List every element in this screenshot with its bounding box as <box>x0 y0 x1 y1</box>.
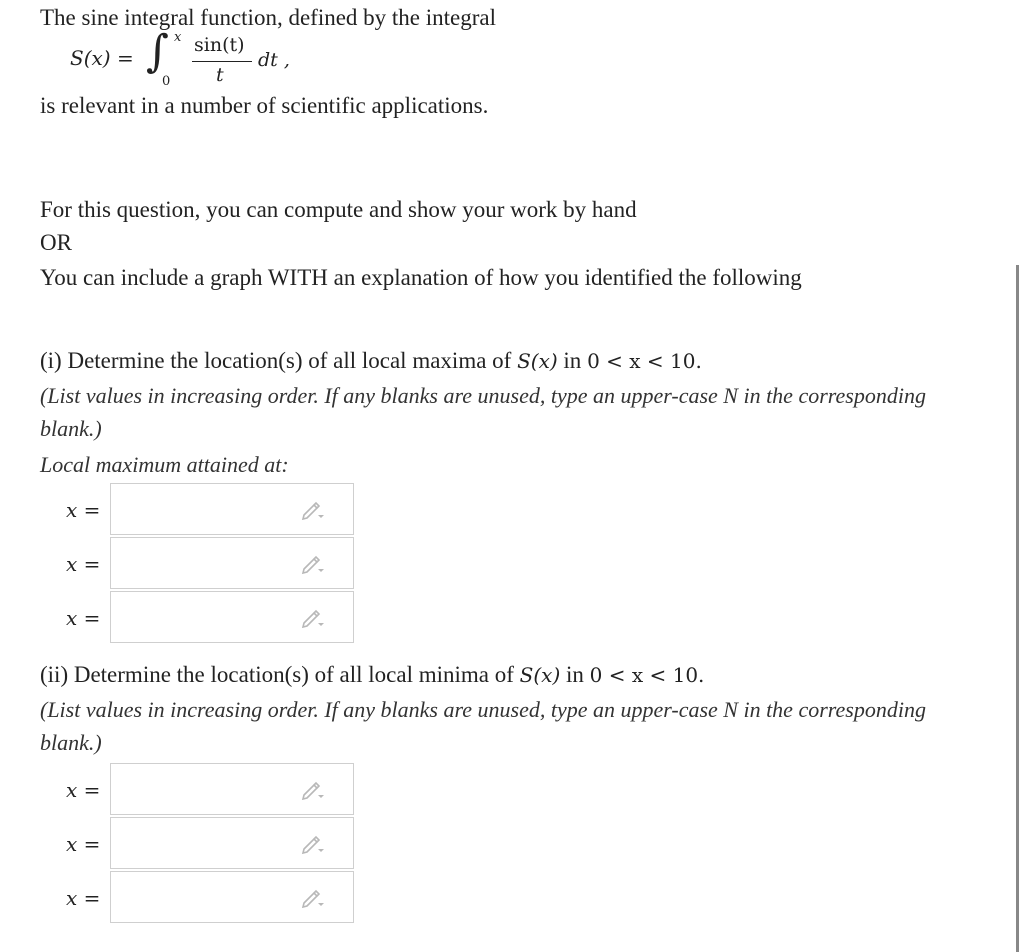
instructions-line-2: OR <box>40 230 72 255</box>
formula-denominator: t <box>216 64 224 86</box>
part-ii-question <box>40 662 704 688</box>
intro-line-2: is relevant in a number of scientific applications. <box>40 93 489 118</box>
part-ii-answer-1-label: x = <box>66 778 101 802</box>
formula-lhs: S(x) = <box>70 46 134 70</box>
instructions-line-3: You can include a graph WITH an explanation of how you identified the following <box>40 265 802 290</box>
part-i-answer-3-box[interactable] <box>110 591 354 643</box>
part-ii-prefix: (ii) Determine the location(s) of all local minima of <box>40 662 514 687</box>
part-ii-answer-3-label: x = <box>66 886 101 910</box>
part-i-answer-3-input[interactable] <box>111 592 291 642</box>
intro-line-1: The sine integral function, defined by the integral <box>40 5 497 30</box>
part-i-answer-1-box[interactable] <box>110 483 354 535</box>
part-i-note-line-2: blank.) <box>40 416 102 441</box>
part-ii-answer-3-box[interactable] <box>110 871 354 923</box>
part-ii-interval: 0 < x < 10. <box>589 663 705 687</box>
sine-integral-formula <box>70 26 330 92</box>
part-ii-answer-2-input[interactable] <box>111 818 291 868</box>
part-i-func: S(x) <box>517 349 558 373</box>
part-i-interval: 0 < x < 10. <box>587 349 702 373</box>
part-i-question <box>40 348 702 374</box>
part-i-mid: in <box>563 348 582 373</box>
fraction-bar <box>192 61 252 62</box>
scrollbar[interactable] <box>1016 265 1019 952</box>
pencil-dropdown-icon[interactable] <box>301 834 325 854</box>
part-i-answer-1-input[interactable] <box>111 484 291 534</box>
part-i-answer-2-input[interactable] <box>111 538 291 588</box>
pencil-dropdown-icon[interactable] <box>301 780 325 800</box>
part-ii-answer-1-box[interactable] <box>110 763 354 815</box>
part-ii-note-line-2: blank.) <box>40 730 102 755</box>
part-i-sublabel: Local maximum attained at: <box>40 452 289 477</box>
part-i-prefix: (i) Determine the location(s) of all local maxima of <box>40 348 512 373</box>
part-ii-answer-3-input[interactable] <box>111 872 291 922</box>
formula-upper-limit: x <box>174 30 182 45</box>
formula-numerator: sin(t) <box>194 34 245 56</box>
part-i-note-line-1: (List values in increasing order. If any blanks are unused, type an upper-case N in the corresponding <box>40 383 926 408</box>
part-ii-answer-2-label: x = <box>66 832 101 856</box>
formula-differential: dt , <box>258 49 290 71</box>
pencil-dropdown-icon[interactable] <box>301 554 325 574</box>
part-i-answer-2-box[interactable] <box>110 537 354 589</box>
part-ii-mid: in <box>566 662 584 687</box>
part-ii-func: S(x) <box>519 663 561 687</box>
integral-sign: ∫ <box>146 26 169 77</box>
part-ii-answer-2-box[interactable] <box>110 817 354 869</box>
part-i-answer-1-label: x = <box>66 498 101 522</box>
pencil-dropdown-icon[interactable] <box>301 888 325 908</box>
instructions-line-1: For this question, you can compute and show your work by hand <box>40 197 637 222</box>
part-ii-note-line-1: (List values in increasing order. If any blanks are unused, type an upper-case N in the corresponding <box>40 697 926 722</box>
part-i-answer-2-label: x = <box>66 552 101 576</box>
part-ii-answer-1-input[interactable] <box>111 764 291 814</box>
pencil-dropdown-icon[interactable] <box>301 608 325 628</box>
pencil-dropdown-icon[interactable] <box>301 500 325 520</box>
part-i-answer-3-label: x = <box>66 606 101 630</box>
formula-lower-limit: 0 <box>162 74 171 89</box>
